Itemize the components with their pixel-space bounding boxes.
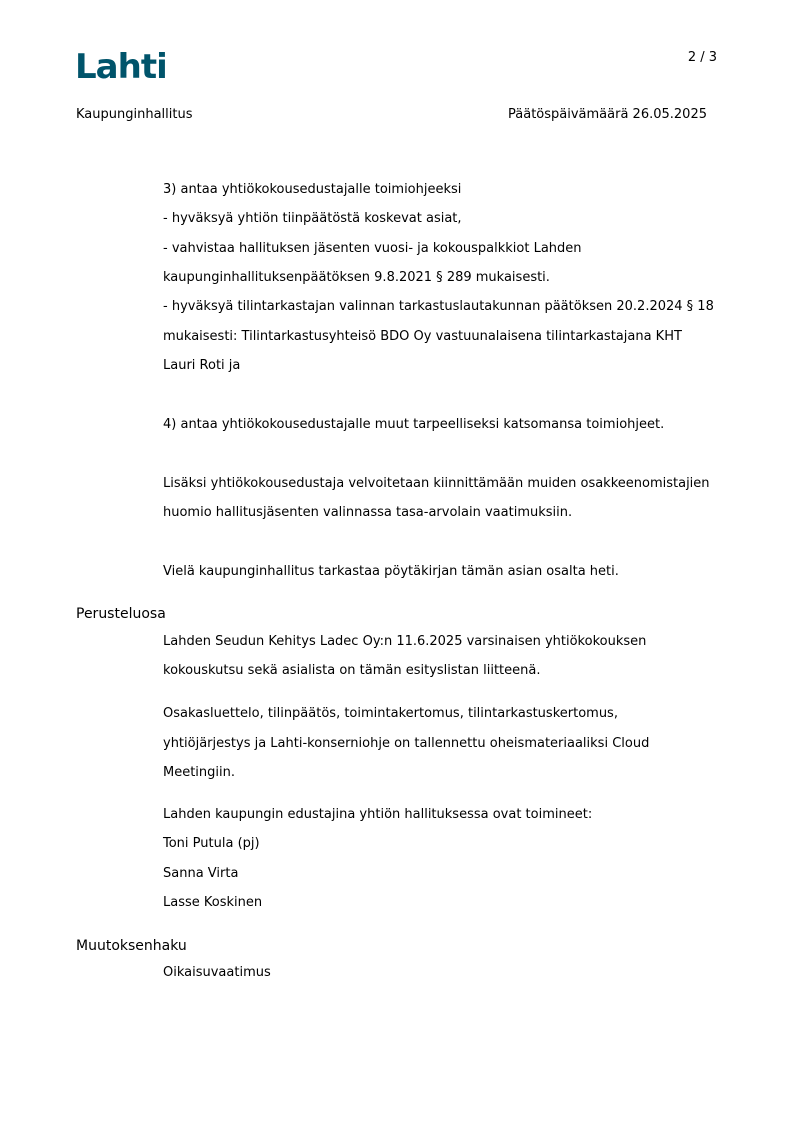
addition-line: huomio hallitusjäsenten valinnassa tasa-arvolain vaatimuksiin. bbox=[163, 505, 573, 520]
perusteluosa-line: Meetingiin. bbox=[163, 765, 236, 780]
perusteluosa-line: Osakasluettelo, tilinpäätös, toimintakertomus, tilintarkastuskertomus, bbox=[163, 706, 618, 721]
decision-line: - hyväksyä tilintarkastajan valinnan tarkastuslautakunnan päätöksen 20.2.2024 § 18 bbox=[163, 299, 714, 314]
addition-line: Lisäksi yhtiökokousedustaja velvoitetaan kiinnittämään muiden osakkeenomistajien bbox=[163, 476, 710, 491]
decision-line: Lauri Roti ja bbox=[163, 358, 241, 373]
muutoksenhaku-text: Oikaisuvaatimus bbox=[163, 965, 271, 980]
representatives-intro: Lahden kaupungin edustajina yhtiön hallituksessa ovat toimineet: bbox=[163, 807, 593, 822]
decision-line: - hyväksyä yhtiön tiinpäätöstä koskevat asiat, bbox=[163, 211, 462, 226]
lahti-logo-text: Lahti bbox=[75, 48, 167, 82]
representative-name: Sanna Virta bbox=[163, 866, 239, 881]
decision-line: 3) antaa yhtiökokousedustajalle toimiohjeeksi bbox=[163, 182, 462, 197]
lahti-logo bbox=[75, 48, 170, 86]
decision-line: kaupunginhallituksenpäätöksen 9.8.2021 § 289 mukaisesti. bbox=[163, 270, 550, 285]
lahti-logo-mark bbox=[75, 48, 170, 82]
section-heading-perusteluosa: Perusteluosa bbox=[76, 606, 166, 622]
representative-name: Toni Putula (pj) bbox=[163, 836, 260, 851]
organization-name: Kaupunginhallitus bbox=[76, 107, 193, 122]
perusteluosa-line: Lahden Seudun Kehitys Ladec Oy:n 11.6.2025 varsinaisen yhtiökokouksen bbox=[163, 634, 647, 649]
decision-item-4: 4) antaa yhtiökokousedustajalle muut tarpeelliseksi katsomansa toimiohjeet. bbox=[163, 417, 665, 432]
representative-name: Lasse Koskinen bbox=[163, 895, 263, 910]
decision-line: mukaisesti: Tilintarkastusyhteisö BDO Oy vastuunalaisena tilintarkastajana KHT bbox=[163, 329, 682, 344]
page-number: 2 / 3 bbox=[687, 50, 717, 65]
decision-date: Päätöspäivämäärä 26.05.2025 bbox=[508, 107, 707, 122]
final-note: Vielä kaupunginhallitus tarkastaa pöytäkirjan tämän asian osalta heti. bbox=[163, 564, 619, 579]
perusteluosa-line: yhtiöjärjestys ja Lahti-konserniohje on tallennettu oheismateriaaliksi Cloud bbox=[163, 736, 650, 751]
decision-line: - vahvistaa hallituksen jäsenten vuosi- ja kokouspalkkiot Lahden bbox=[163, 241, 582, 256]
section-heading-muutoksenhaku: Muutoksenhaku bbox=[76, 938, 187, 954]
perusteluosa-line: kokouskutsu sekä asialista on tämän esityslistan liitteenä. bbox=[163, 663, 541, 678]
